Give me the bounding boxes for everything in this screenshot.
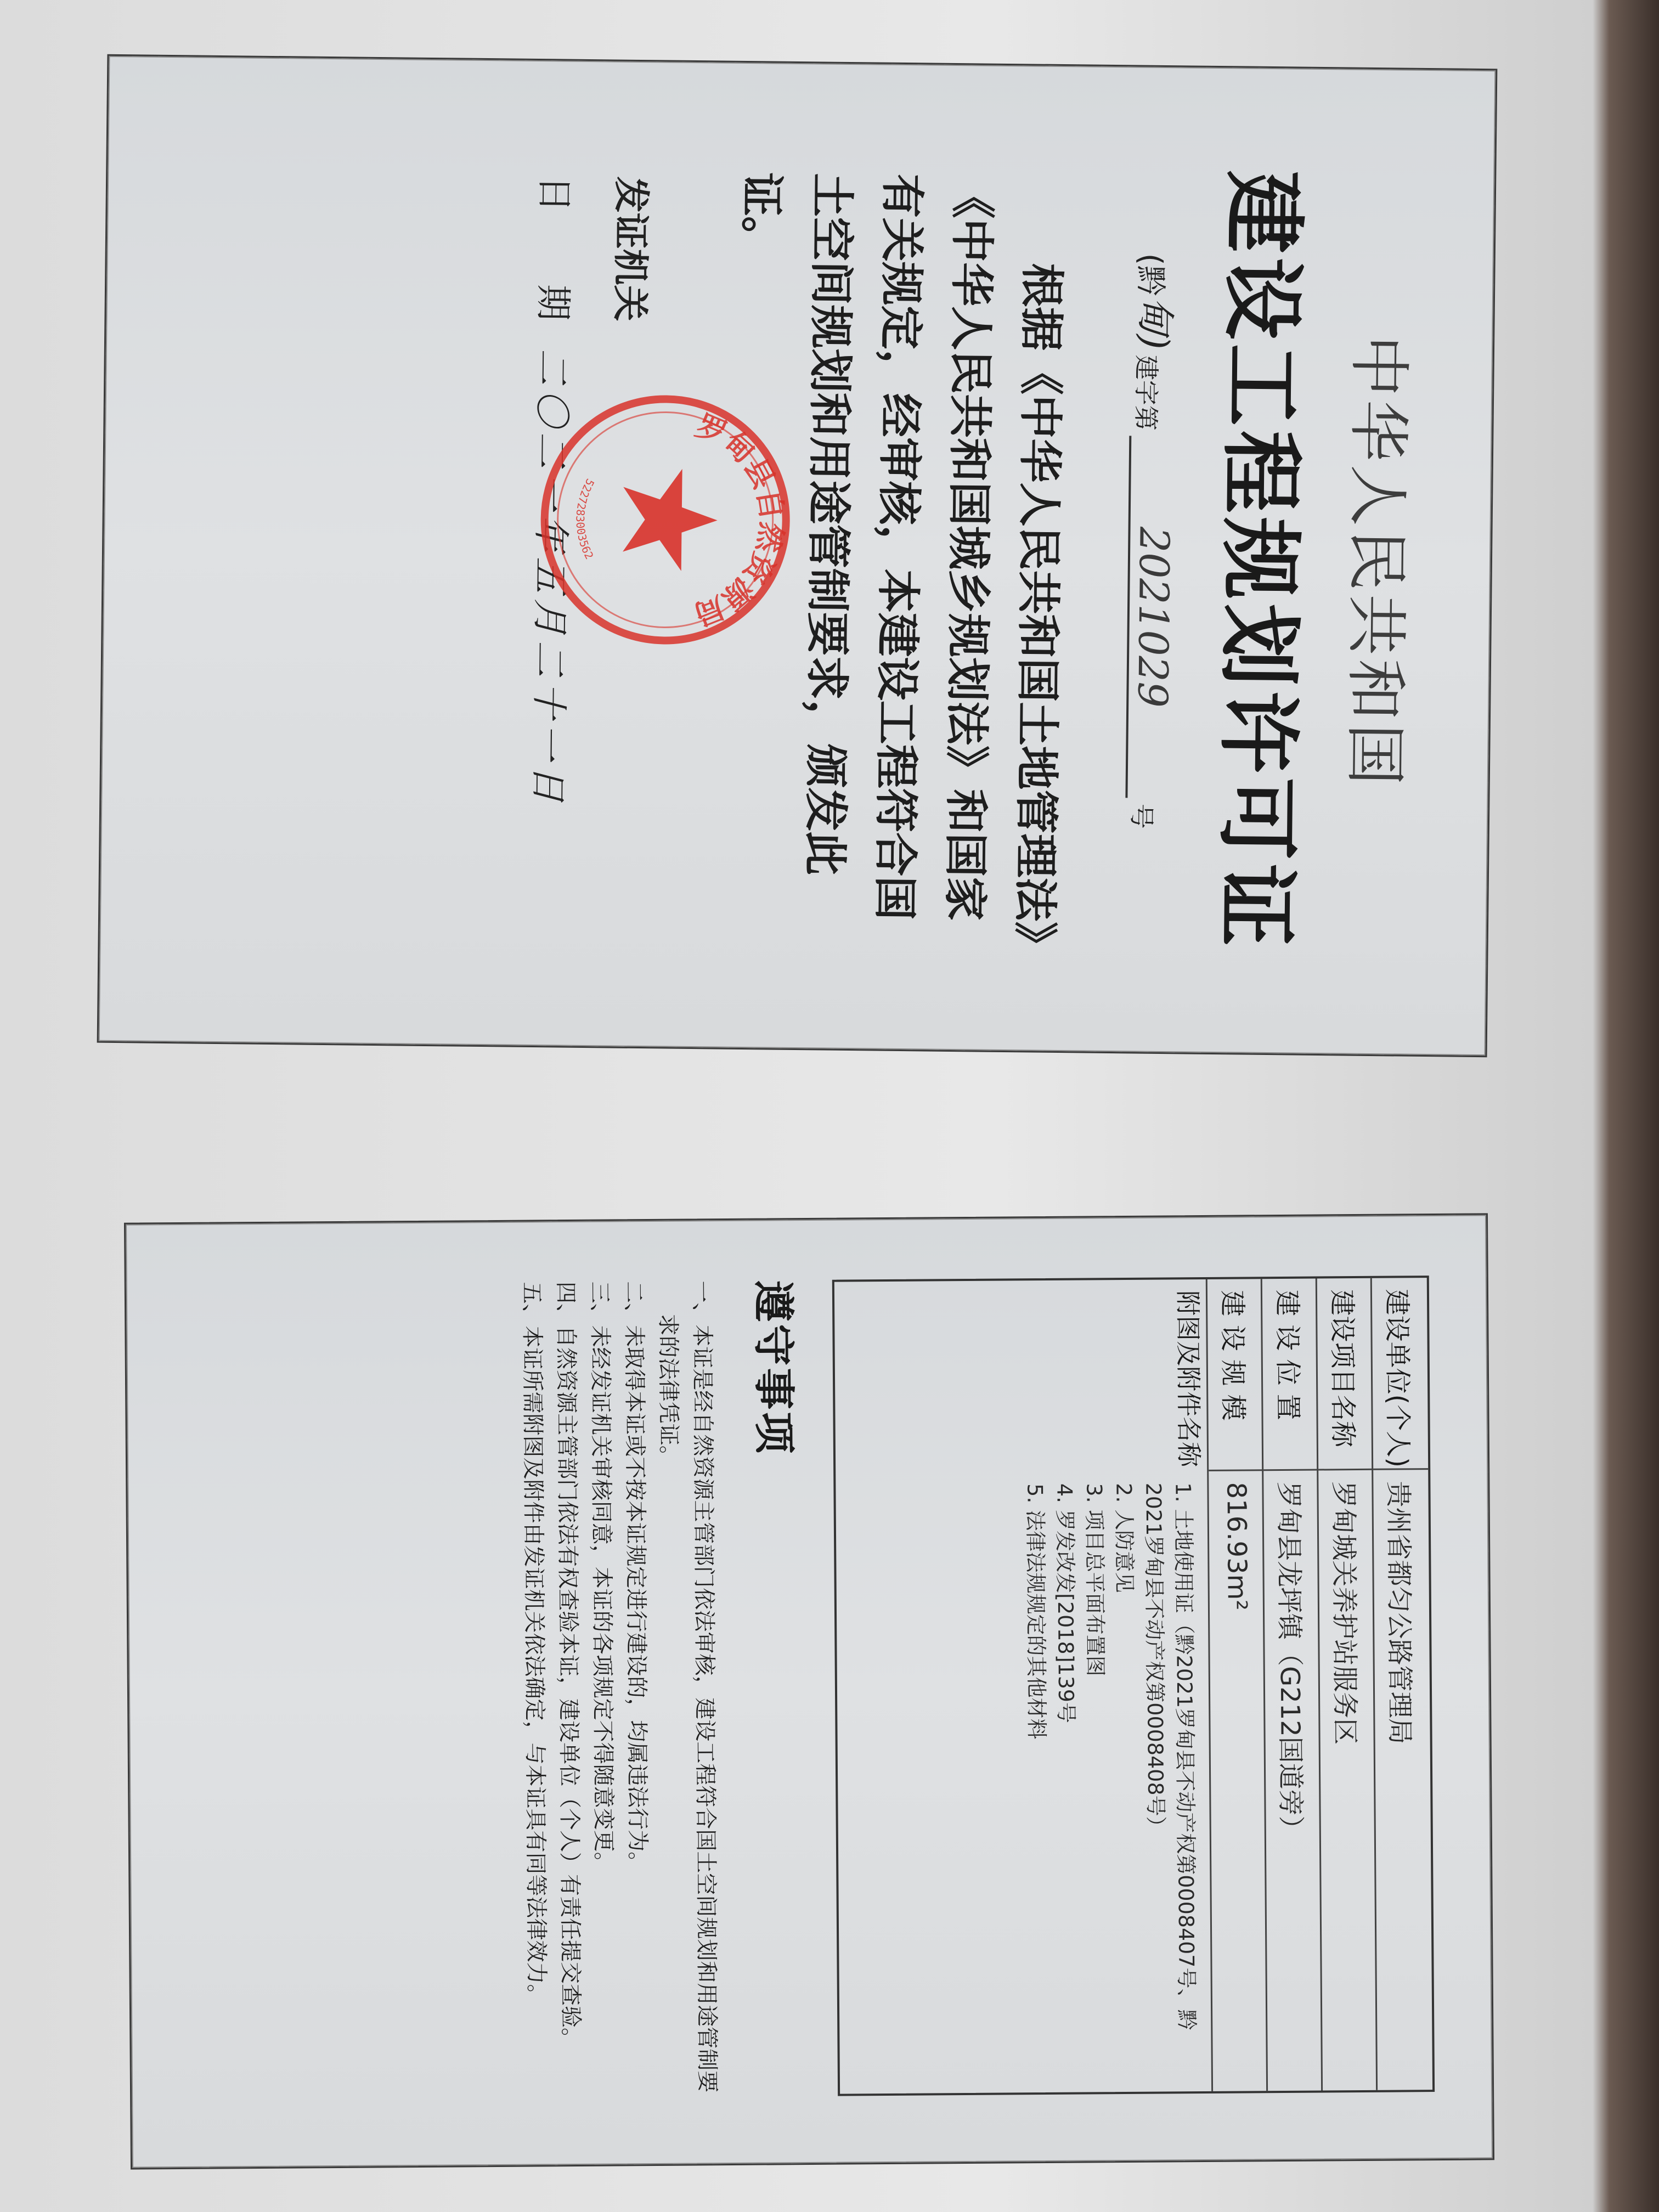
attachments-list <box>1020 1482 1202 2081</box>
project-info-table <box>832 1276 1435 2096</box>
table-row <box>1206 1279 1268 2091</box>
row-value: 贵州省都匀公路管理局 <box>1383 1481 1416 1745</box>
certificate-number <box>1125 253 1187 829</box>
certificate-back-page <box>124 1213 1494 2169</box>
row-label: 建设项目名称 <box>1317 1278 1373 1471</box>
date-label: 日 期 <box>532 175 576 321</box>
table-row <box>1316 1278 1378 2091</box>
seal-text: 罗甸县自然资源局 <box>689 408 789 633</box>
issuer-label: 发证机关 <box>608 176 653 322</box>
official-seal <box>535 390 795 650</box>
row-value: 罗甸城关养护站服务区 <box>1328 1481 1361 1745</box>
list-item: 5. 法律法规规定的其他材料 <box>1023 1483 1049 1740</box>
number-label: 建字第 <box>1131 354 1161 431</box>
list-item: 二、未取得本证或不按本证规定进行建设的，均属违法行为。 <box>620 1281 651 1874</box>
date-value: 二〇二一年五月二十一日 <box>527 348 574 808</box>
list-item: 四、自然资源主管部门依法有权查验本证，建设单位（个人）有责任提交查验。 <box>552 1281 584 2050</box>
country-name: 中华人民共和国 <box>1338 335 1415 789</box>
row-value: 罗甸县龙坪镇（G212国道旁） <box>1273 1481 1307 1842</box>
rules-list <box>515 1280 724 2105</box>
list-item: 4. 罗发改发[2018]139号 <box>1052 1483 1079 1724</box>
certificate-title: 建设工程规划许可证 <box>1207 170 1311 951</box>
list-item: 2. 人防意见 <box>1111 1482 1137 1593</box>
svg-text:5227283003562 <box>573 476 597 561</box>
list-item: 三、未经发证机关审核同意，本证的各项规定不得随意变更。 <box>586 1281 617 1874</box>
row-label: 建 设 规 模 <box>1207 1279 1263 1471</box>
number-prefix: (黔 <box>1132 253 1169 296</box>
number-value: 2021029 <box>1125 436 1178 798</box>
list-item: 3. 项目总平面布置图 <box>1082 1483 1108 1677</box>
number-prefix-handwritten: 甸) <box>1132 296 1178 350</box>
row-label: 建设单位(个人) <box>1372 1278 1428 1470</box>
list-item: 五、本证所需附图及附件由发证机关依法确定，与本证具有同等法律效力。 <box>518 1282 549 2006</box>
certificate-front-content <box>99 56 1496 1056</box>
attachments-label: 附图及附件名称 <box>1172 1290 1204 1468</box>
certificate-front-page <box>97 54 1498 1057</box>
certificate-back-content <box>126 1215 1493 2168</box>
certificate-body-text: 根据《中华人民共和国土地管理法》《中华人民共和国城乡规划法》和国家有关规定，经审核，本建设工程符合国土空间规划和用途管制要求，颁发此证。 <box>735 172 1068 944</box>
table-row <box>1261 1279 1323 2091</box>
row-label: 建 设 位 置 <box>1262 1279 1318 1471</box>
list-item: 一、本证是经自然资源主管部门依法审核，建设工程符合国土空间规划和用途管制要求的法律凭证。 <box>655 1280 720 2093</box>
rules-title: 遵守事项 <box>748 1280 799 1456</box>
list-item: 1. 土地使用证（黔2021罗甸县不动产权第0008407号、黔2021罗甸县不动产权第0008408号） <box>1141 1482 1199 2030</box>
row-value: 816.93m² <box>1221 1482 1252 1611</box>
table-row <box>1370 1278 1432 2090</box>
seal-code: 5227283003562 <box>573 476 597 562</box>
number-suffix: 号 <box>1126 803 1157 830</box>
seal-star-icon <box>623 469 718 572</box>
